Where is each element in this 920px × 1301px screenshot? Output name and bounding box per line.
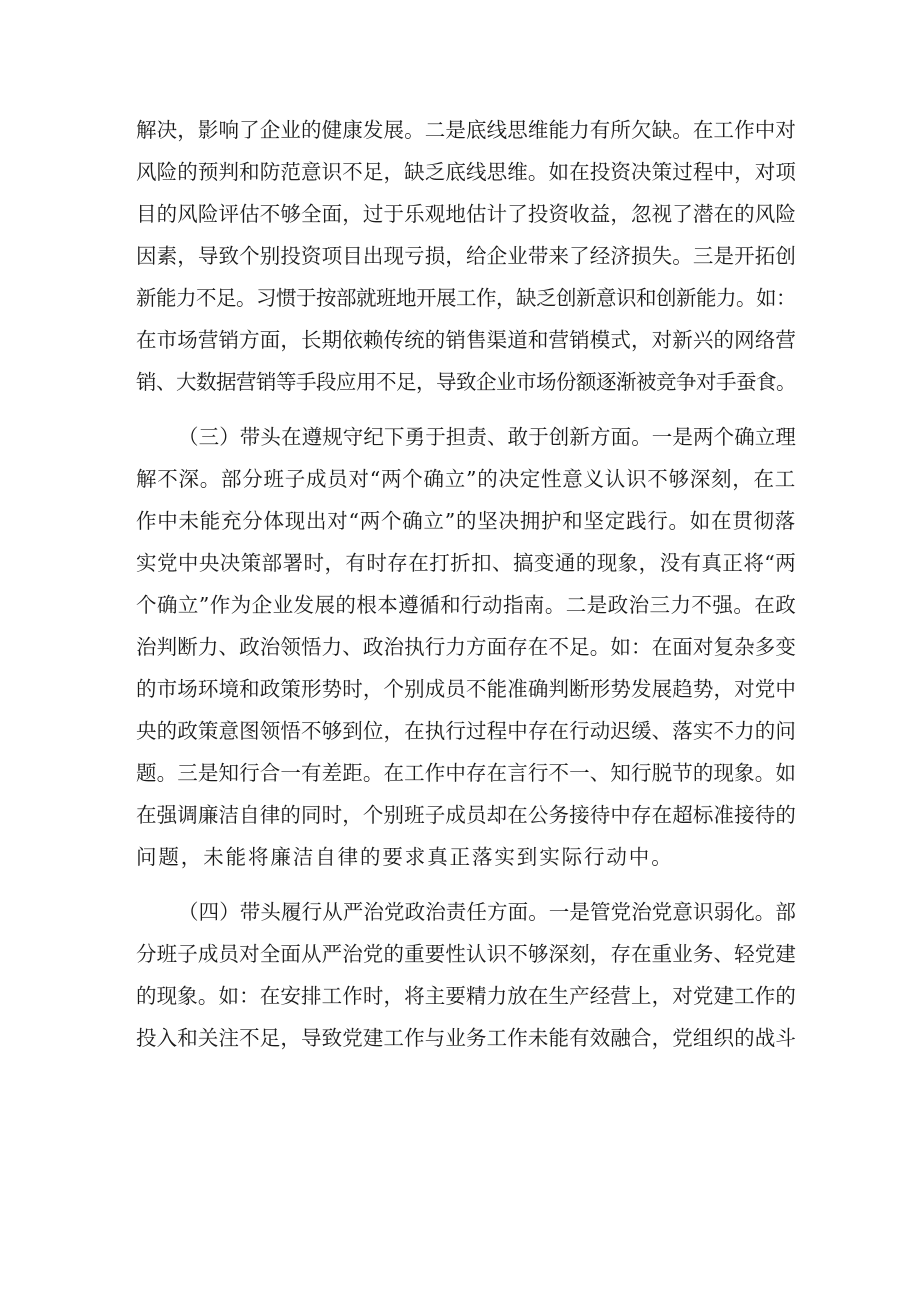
paragraph-2 (136, 416, 796, 878)
paragraph-3 (136, 891, 796, 1059)
text-line: 个确立”作为企业发展的根本遵循和行动指南。二是政治三力不强。在政 (136, 593, 796, 617)
text-line: 新能力不足。习惯于按部就班地开展工作，缺乏创新意识和创新能力。如： (136, 286, 796, 310)
text-line: 在强调廉洁自律的同时，个别班子成员却在公务接待中存在超标准接待的 (136, 803, 796, 827)
text-line: 央的政策意图领悟不够到位，在执行过程中存在行动迟缓、落实不力的问 (136, 719, 796, 743)
text-line: （三）带头在遵规守纪下勇于担责、敢于创新方面。一是两个确立理 (178, 425, 796, 449)
text-line: 在市场营销方面，长期依赖传统的销售渠道和营销模式，对新兴的网络营 (136, 328, 796, 352)
text-line: 风险的预判和防范意识不足，缺乏底线思维。如在投资决策过程中，对项 (136, 160, 796, 184)
text-line: 分班子成员对全面从严治党的重要性认识不够深刻，存在重业务、轻党建 (136, 942, 796, 966)
paragraph-gap (136, 403, 796, 416)
document-body (136, 109, 796, 1059)
text-line: 销、大数据营销等手段应用不足，导致企业市场份额逐渐被竞争对手蚕食。 (136, 370, 796, 394)
text-line: 投入和关注不足，导致党建工作与业务工作未能有效融合，党组织的战斗 (136, 1026, 796, 1050)
text-line: 问题，未能将廉洁自律的要求真正落实到实际行动中。 (136, 845, 674, 869)
text-line: （四）带头履行从严治党政治责任方面。一是管党治党意识弱化。部 (178, 900, 796, 924)
text-line: 题。三是知行合一有差距。在工作中存在言行不一、知行脱节的现象。如 (136, 761, 796, 785)
text-line: 作中未能充分体现出对“两个确立”的坚决拥护和坚定践行。如在贯彻落 (136, 509, 796, 533)
paragraph-gap (136, 878, 796, 891)
paragraph-1 (136, 109, 796, 403)
text-line: 的市场环境和政策形势时，个别成员不能准确判断形势发展趋势，对党中 (136, 677, 796, 701)
text-line: 目的风险评估不够全面，过于乐观地估计了投资收益，忽视了潜在的风险 (136, 202, 796, 226)
text-line: 治判断力、政治领悟力、政治执行力方面存在不足。如：在面对复杂多变 (136, 635, 796, 659)
text-line: 实党中央决策部署时，有时存在打折扣、搞变通的现象，没有真正将“两 (136, 551, 796, 575)
text-line: 的现象。如：在安排工作时，将主要精力放在生产经营上，对党建工作的 (136, 984, 796, 1008)
text-line: 解不深。部分班子成员对“两个确立”的决定性意义认识不够深刻，在工 (136, 467, 796, 491)
text-line: 解决，影响了企业的健康发展。二是底线思维能力有所欠缺。在工作中对 (136, 118, 796, 142)
text-line: 因素，导致个别投资项目出现亏损，给企业带来了经济损失。三是开拓创 (136, 244, 796, 268)
